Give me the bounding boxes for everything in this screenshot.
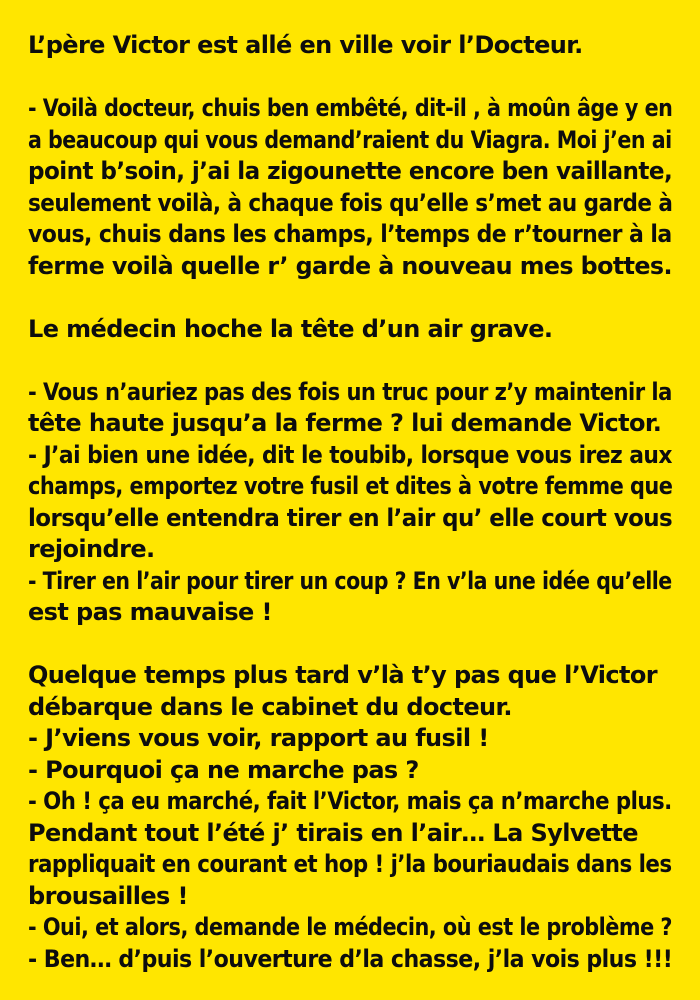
text-line: lorsqu’elle entendra tirer en l’air qu’ elle court vous (28, 503, 673, 532)
text-line: a beaucoup qui vous demand’raient du Viagra. Moi j’en ai (28, 125, 672, 154)
text-line: rappliquait en courant et hop ! j’la bouriaudais dans les (28, 850, 672, 878)
paragraph (28, 377, 672, 629)
text-line: - J’viens vous voir, rapport au fusil ! (28, 724, 489, 752)
text-line: ferme voilà quelle r’ garde à nouveau mes bottes. (28, 251, 672, 280)
text-line: - Pourquoi ça ne marche pas ? (28, 755, 419, 784)
text-line: tête haute jusqu’a la ferme ? lui demande Victor. (28, 409, 662, 437)
text-line: champs, emportez votre fusil et dites à votre femme que (28, 472, 673, 500)
text-line: - Vous n’auriez pas des fois un truc pour z’y maintenir la (28, 377, 672, 406)
paragraph (28, 30, 672, 62)
text-line: vous, chuis dans les champs, l’temps de r’tourner à la (28, 220, 672, 248)
text-line: seulement voilà, à chaque fois qu’elle s’met au garde à (28, 188, 673, 217)
text-line: Le médecin hoche la tête d’un air grave. (28, 314, 553, 343)
text-line: brousailles ! (28, 881, 188, 910)
text-line: - J’ai bien une idée, dit le toubib, lorsque vous irez aux (28, 440, 672, 469)
paragraph (28, 93, 672, 282)
text-line: - Voilà docteur, chuis ben embêté, dit-il , à moûn âge y en (28, 94, 673, 122)
paragraph (28, 314, 672, 346)
text-line: rejoindre. (28, 535, 155, 563)
text-line: - Oh ! ça eu marché, fait l’Victor, mais ça n’marche plus. (28, 787, 672, 815)
text-line: point b’soin, j’ai la zigounette encore ben vaillante, (28, 157, 673, 185)
text-line: - Tirer en l’air pour tirer un coup ? En v’la une idée qu’elle (28, 566, 672, 595)
text-line: L’père Victor est allé en ville voir l’Docteur. (28, 31, 583, 59)
text-line: est pas mauvaise ! (28, 598, 272, 626)
text-line: Quelque temps plus tard v’là t’y pas que l’Victor (28, 661, 658, 689)
text-line: Pendant tout l’été j’ tirais en l’air… La Sylvette (28, 818, 638, 847)
text-line: débarque dans le cabinet du docteur. (28, 692, 512, 721)
text-line: - Ben… d’puis l’ouverture d’la chasse, j’la vois plus !!! (28, 944, 673, 973)
paragraph (28, 660, 672, 975)
text-line: - Oui, et alors, demande le médecin, où est le problème ? (28, 913, 672, 941)
